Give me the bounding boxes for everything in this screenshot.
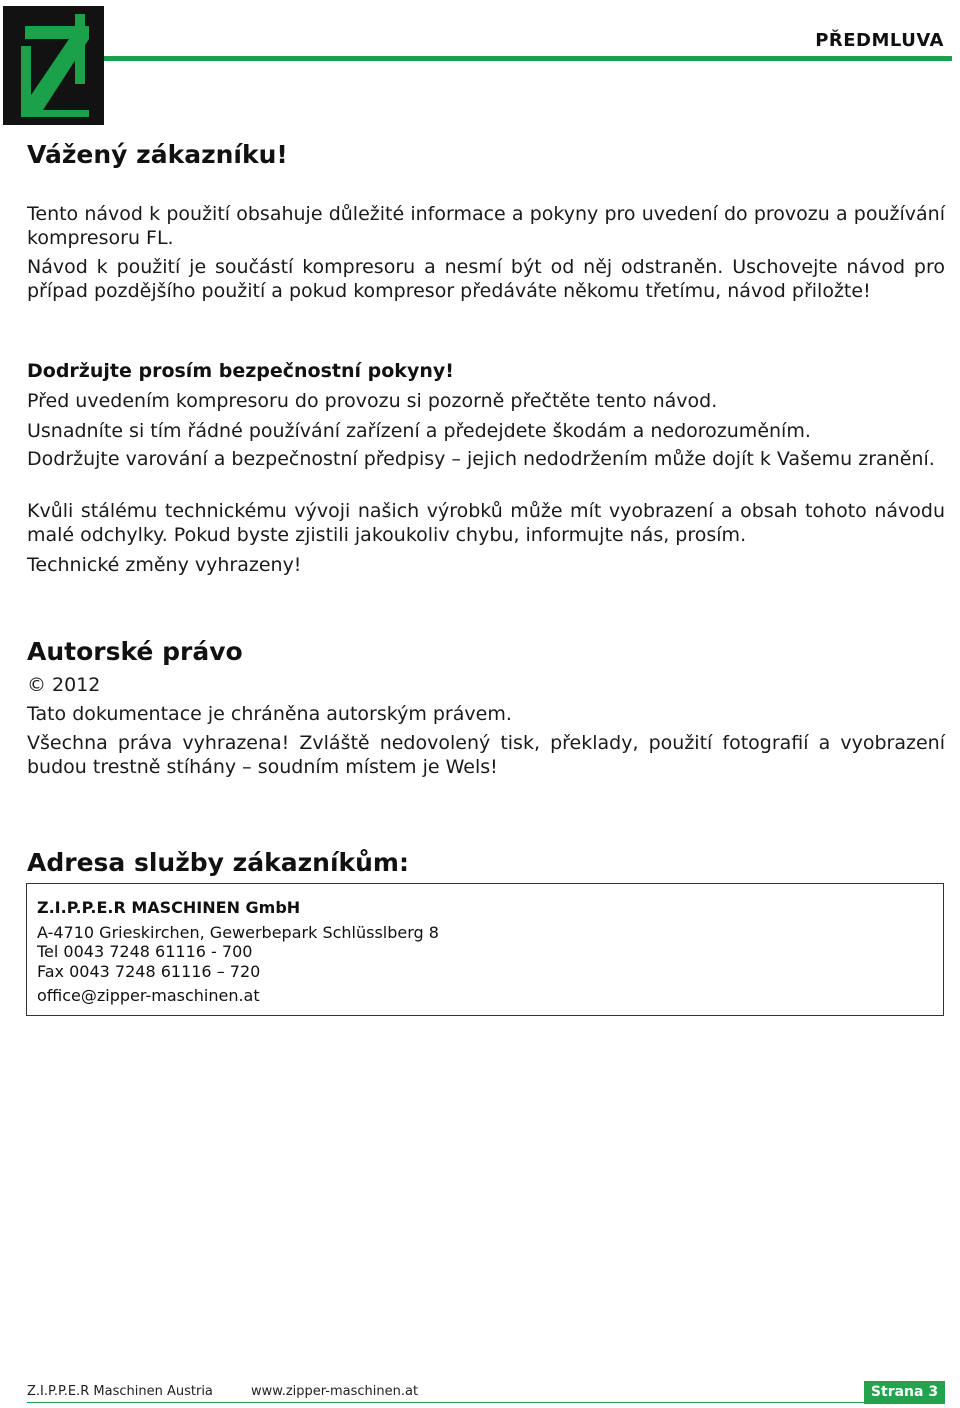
- zipper-logo-icon: [3, 6, 104, 125]
- page-section-title: PŘEDMLUVA: [815, 30, 944, 51]
- intro-paragraph-1: Tento návod k použití obsahuje důležité informace a pokyny pro uvedení do provozu a používání kompresoru FL.: [27, 203, 945, 249]
- company-phone: Tel 0043 7248 61116 - 700: [37, 942, 253, 961]
- greeting-heading: Vážený zákazníku!: [27, 140, 288, 169]
- footer-company: Z.I.P.P.E.R Maschinen Austria: [27, 1384, 213, 1399]
- service-address-box: [26, 883, 944, 1016]
- company-email: office@zipper-maschinen.at: [37, 986, 260, 1005]
- copyright-year: © 2012: [27, 674, 101, 696]
- company-name: Z.I.P.P.E.R MASCHINEN GmbH: [37, 898, 301, 917]
- footer-divider: [27, 1402, 864, 1403]
- company-fax: Fax 0043 7248 61116 – 720: [37, 962, 261, 981]
- copyright-heading: Autorské právo: [27, 637, 243, 666]
- safety-line-2: Usnadníte si tím řádné používání zařízení a předejdete škodám a nedorozuměním.: [27, 420, 811, 442]
- intro-paragraph-2: Návod k použití je součástí kompresoru a nesmí být od něj odstraněn. Uschovejte návod pro případ pozdějšího použití a pokud kompresor předáváte někomu třetímu, návod přiložte!: [27, 256, 945, 302]
- safety-line-4: Kvůli stálému technickému vývoji našich výrobků může mít vyobrazení a obsah tohoto návodu malé odchylky. Pokud byste zjistili jakoukoliv chybu, informujte nás, prosím.: [27, 500, 945, 546]
- header-divider: [104, 56, 952, 61]
- copyright-line-1: Tato dokumentace je chráněna autorským právem.: [27, 703, 512, 725]
- safety-line-3: Dodržujte varování a bezpečnostní předpisy – jejich nedodržením může dojít k Vašemu zranění.: [27, 448, 935, 470]
- copyright-line-2: Všechna práva vyhrazena! Zvláště nedovolený tisk, překlady, použití fotografií a vyobrazení budou trestně stíhány – soudním místem je Wels!: [27, 732, 945, 778]
- footer-website: www.zipper-maschinen.at: [251, 1384, 419, 1399]
- safety-heading: Dodržujte prosím bezpečnostní pokyny!: [27, 360, 454, 382]
- safety-line-1: Před uvedením kompresoru do provozu si pozorně přečtěte tento návod.: [27, 390, 718, 412]
- service-heading: Adresa služby zákazníkům:: [27, 848, 409, 877]
- page-number-badge: Strana 3: [864, 1381, 945, 1404]
- company-address: A-4710 Grieskirchen, Gewerbepark Schlüsslberg 8: [37, 923, 439, 942]
- safety-line-5: Technické změny vyhrazeny!: [27, 554, 302, 576]
